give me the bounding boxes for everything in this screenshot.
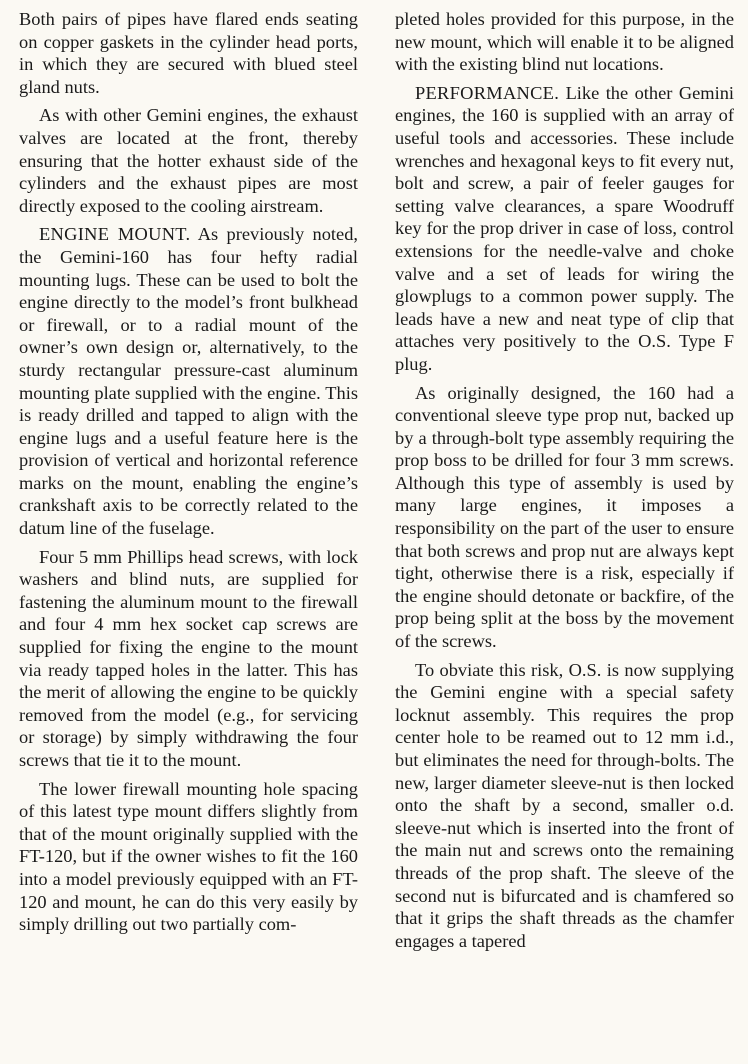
paragraph-text: Both pairs of pipes have flared ends seating on copper gaskets in the cylinder head ports, in which they are secured with blued steel gland nuts. xyxy=(19,9,358,97)
section-heading-performance: PERFORMANCE. xyxy=(415,82,560,103)
paragraph-screws xyxy=(19,546,358,772)
paragraph-text: Four 5 mm Phillips head screws, with lock washers and blind nuts, are supplied for fastening the aluminum mount to the firewall and four 4 mm hex socket cap screws are supplied for fixing the engine to the mount via ready tapped holes in the latter. This has the merit of allowing the engine to be quickly removed from the model (e.g., for servicing or storage) by simply withdrawing the four screws that tie it to the mount. xyxy=(19,546,358,770)
paragraph-performance xyxy=(395,82,734,376)
paragraph-exhaust-valves xyxy=(19,104,358,217)
right-text-column xyxy=(395,8,734,958)
paragraph-text: pleted holes provided for this purpose, in the new mount, which will enable it to be aligned with the existing blind nut locations. xyxy=(395,9,734,75)
paragraph-text: To obviate this risk, O.S. is now supplying the Gemini engine with a special safety locknut assembly. This requires the prop center hole to be reamed out to 12 mm i.d., but eliminates the need for through-bolts. The new, larger diameter sleeve-nut is then locked onto the shaft by a second, smaller o.d. sleeve-nut which is inserted into the front of the main nut and screws onto the remaining threads of the prop shaft. The sleeve of the second nut is bifurcated and is chamfered so that it grips the shaft threads as the chamfer engages a tapered xyxy=(395,659,734,951)
paragraph-text: The lower firewall mounting hole spacing of this latest type mount differs slightly from that of the mount originally supplied with the FT-120, but if the owner wishes to fit the 160 into a model previously equipped with an FT-120 and mount, he can do this very easily by simply drilling out two partially com- xyxy=(19,778,358,935)
paragraph-prop-nut xyxy=(395,382,734,653)
paragraph-text: As with other Gemini engines, the exhaust valves are located at the front, thereby ensuring that the hotter exhaust side of the cylinders and the exhaust pipes are most directly exposed to the cooling airstream. xyxy=(19,105,358,216)
left-text-column xyxy=(19,8,358,942)
paragraph-safety-locknut xyxy=(395,659,734,953)
paragraph-pipes-continued xyxy=(19,8,358,98)
paragraph-holes-continued xyxy=(395,8,734,76)
paragraph-text: As previously noted, the Gemini-160 has four hefty radial mounting lugs. These can be used to bolt the engine directly to the model’s front bulkhead or firewall, or to a radial mount of the owner’s own design or, alternatively, to the sturdy rectangular pressure-cast aluminum mounting plate supplied with the engine. This is ready drilled and tapped to align with the engine lugs and a useful feature here is the provision of vertical and horizontal reference marks on the mount, enabling the engine’s crankshaft axis to be correctly related to the datum line of the fuselage. xyxy=(19,224,358,539)
paragraph-firewall-spacing xyxy=(19,778,358,936)
section-heading-engine-mount: ENGINE MOUNT. xyxy=(39,224,191,245)
paragraph-text: As originally designed, the 160 had a conventional sleeve type prop nut, backed up by a through-bolt type assembly requiring the prop boss to be drilled for four 3 mm screws. Although this type of assembly is used by many large engines, it imposes a responsibility on the part of the user to ensure that both screws and prop nut are always kept tight, otherwise there is a risk, especially if the engine should detonate or backfire, of the prop being split at the boss by the movement of the screws. xyxy=(395,382,734,652)
paragraph-engine-mount xyxy=(19,223,358,539)
paragraph-text: Like the other Gemini engines, the 160 is supplied with an array of useful tools and accessories. These include wrenches and hexagonal keys to fit every nut, bolt and screw, a pair of feeler gauges for setting valve clearances, a spare Woodruff key for the prop driver in case of loss, control extensions for the needle-valve and choke valve and a set of leads for wiring the glowplugs to a common power supply. The leads have a new and neat type of clip that attaches very positively to the O.S. Type F plug. xyxy=(395,82,734,374)
